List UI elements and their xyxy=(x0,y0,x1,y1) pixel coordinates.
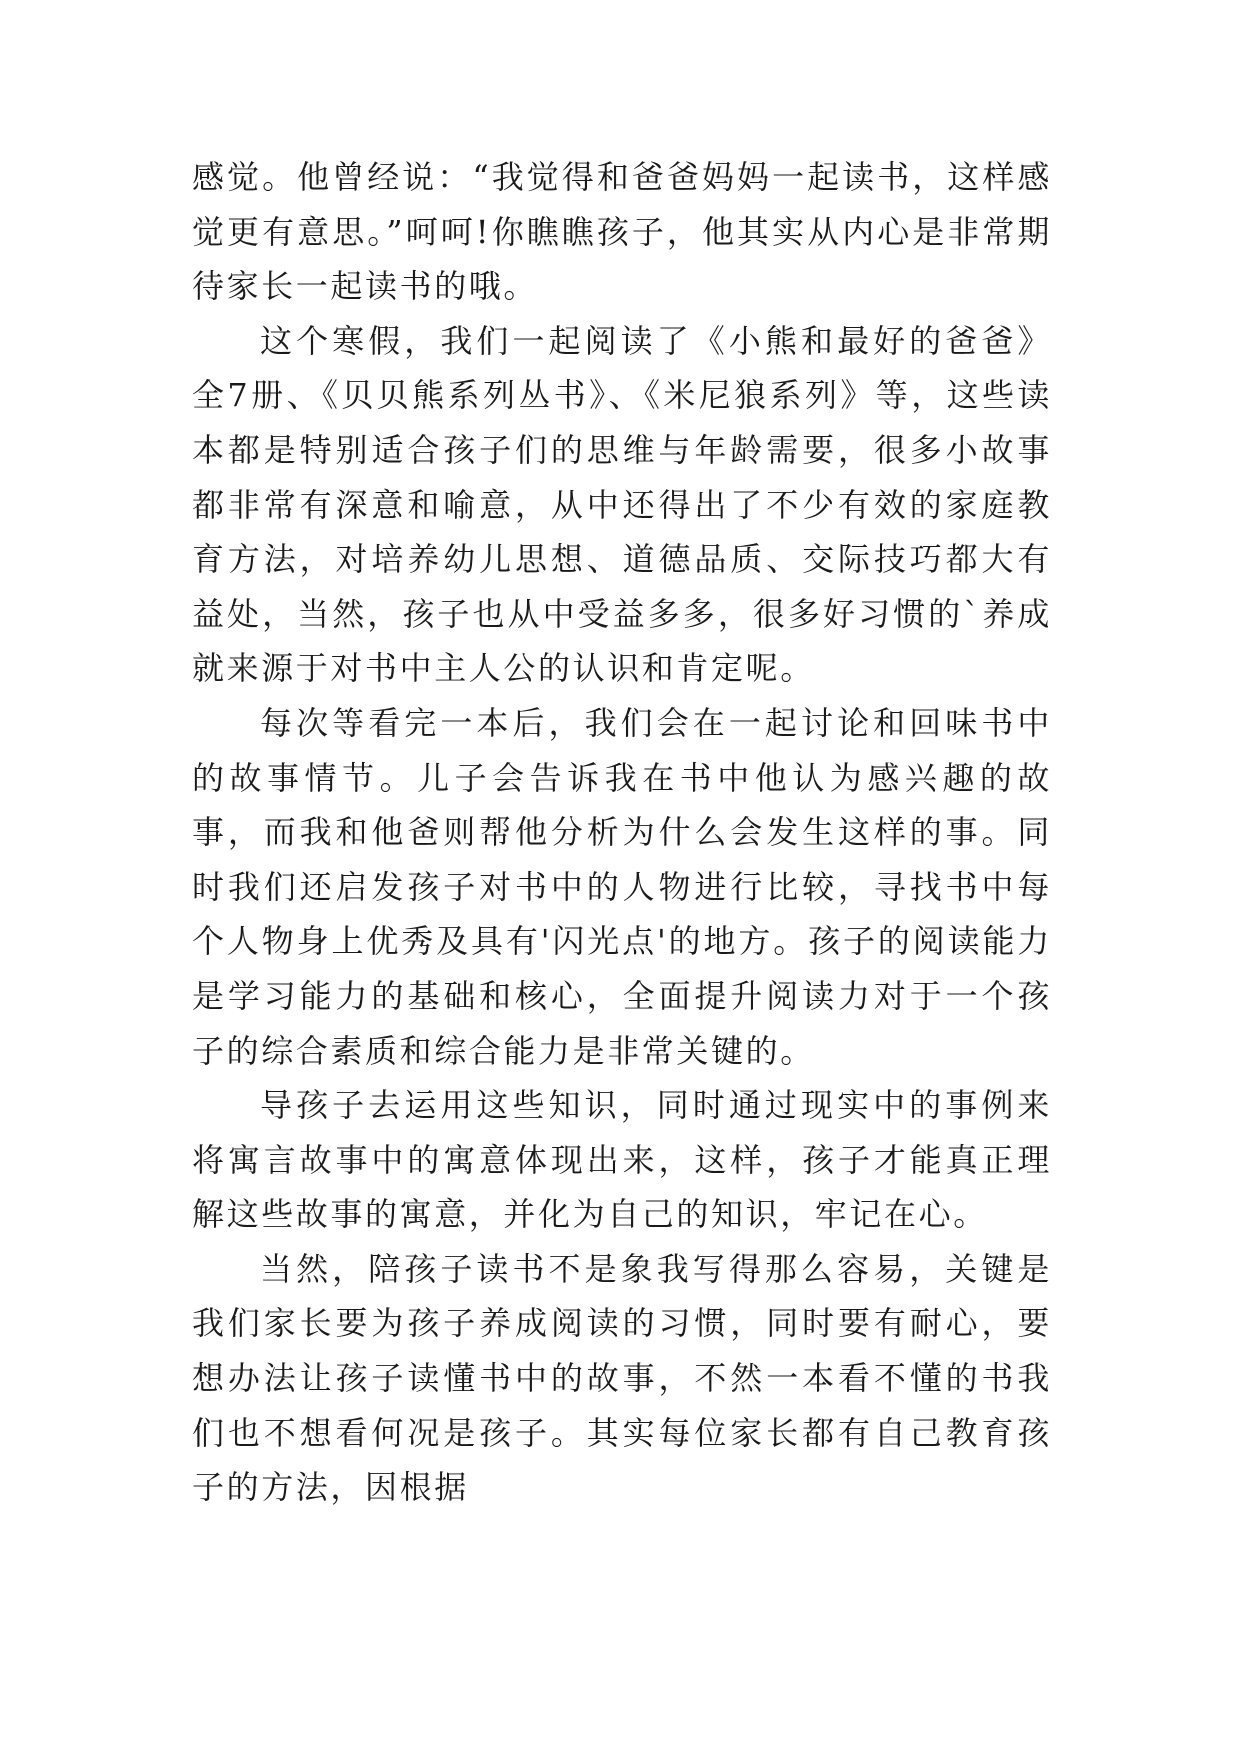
paragraph-4: 导孩子去运用这些知识，同时通过现实中的事例来将寓言故事中的寓意体现出来，这样，孩子才能真正理解这些故事的寓意，并化为自己的知识，牢记在心。 xyxy=(192,1086,1052,1234)
paragraph-5: 当然，陪孩子读书不是象我写得那么容易，关键是我们家长要为孩子养成阅读的习惯，同时要有耐心，要想办法让孩子读懂书中的故事，不然一本看不懂的书我们也不想看何况是孩子。其实每位家长都有自己教育孩子的方法，因根据 xyxy=(192,1249,1052,1507)
paragraph-1: 感觉。他曾经说：“我觉得和爸爸妈妈一起读书，这样感觉更有意思。”呵呵!你瞧瞧孩子，他其实从内心是非常期待家长一起读书的哦。 xyxy=(192,158,1052,306)
paragraph-3: 每次等看完一本后，我们会在一起讨论和回味书中的故事情节。儿子会告诉我在书中他认为感兴趣的故事，而我和他爸则帮他分析为什么会发生这样的事。同时我们还启发孩子对书中的人物进行比较，寻找书中每个人物身上优秀及具有'闪光点'的地方。孩子的阅读能力是学习能力的基础和核心，全面提升阅读力对于一个孩子的综合素质和综合能力是非常关键的。 xyxy=(192,703,1052,1070)
paragraph-2: 这个寒假，我们一起阅读了《小熊和最好的爸爸》全7册、《贝贝熊系列丛书》、《米尼狼系列》等，这些读本都是特别适合孩子们的思维与年龄需要，很多小故事都非常有深意和喻意，从中还得出了不少有效的家庭教育方法，对培养幼儿思想、道德品质、交际技巧都大有益处，当然，孩子也从中受益多多，很多好习惯的`养成就来源于对书中主人公的认识和肯定呢。 xyxy=(192,321,1052,688)
document-page xyxy=(192,150,1052,1515)
